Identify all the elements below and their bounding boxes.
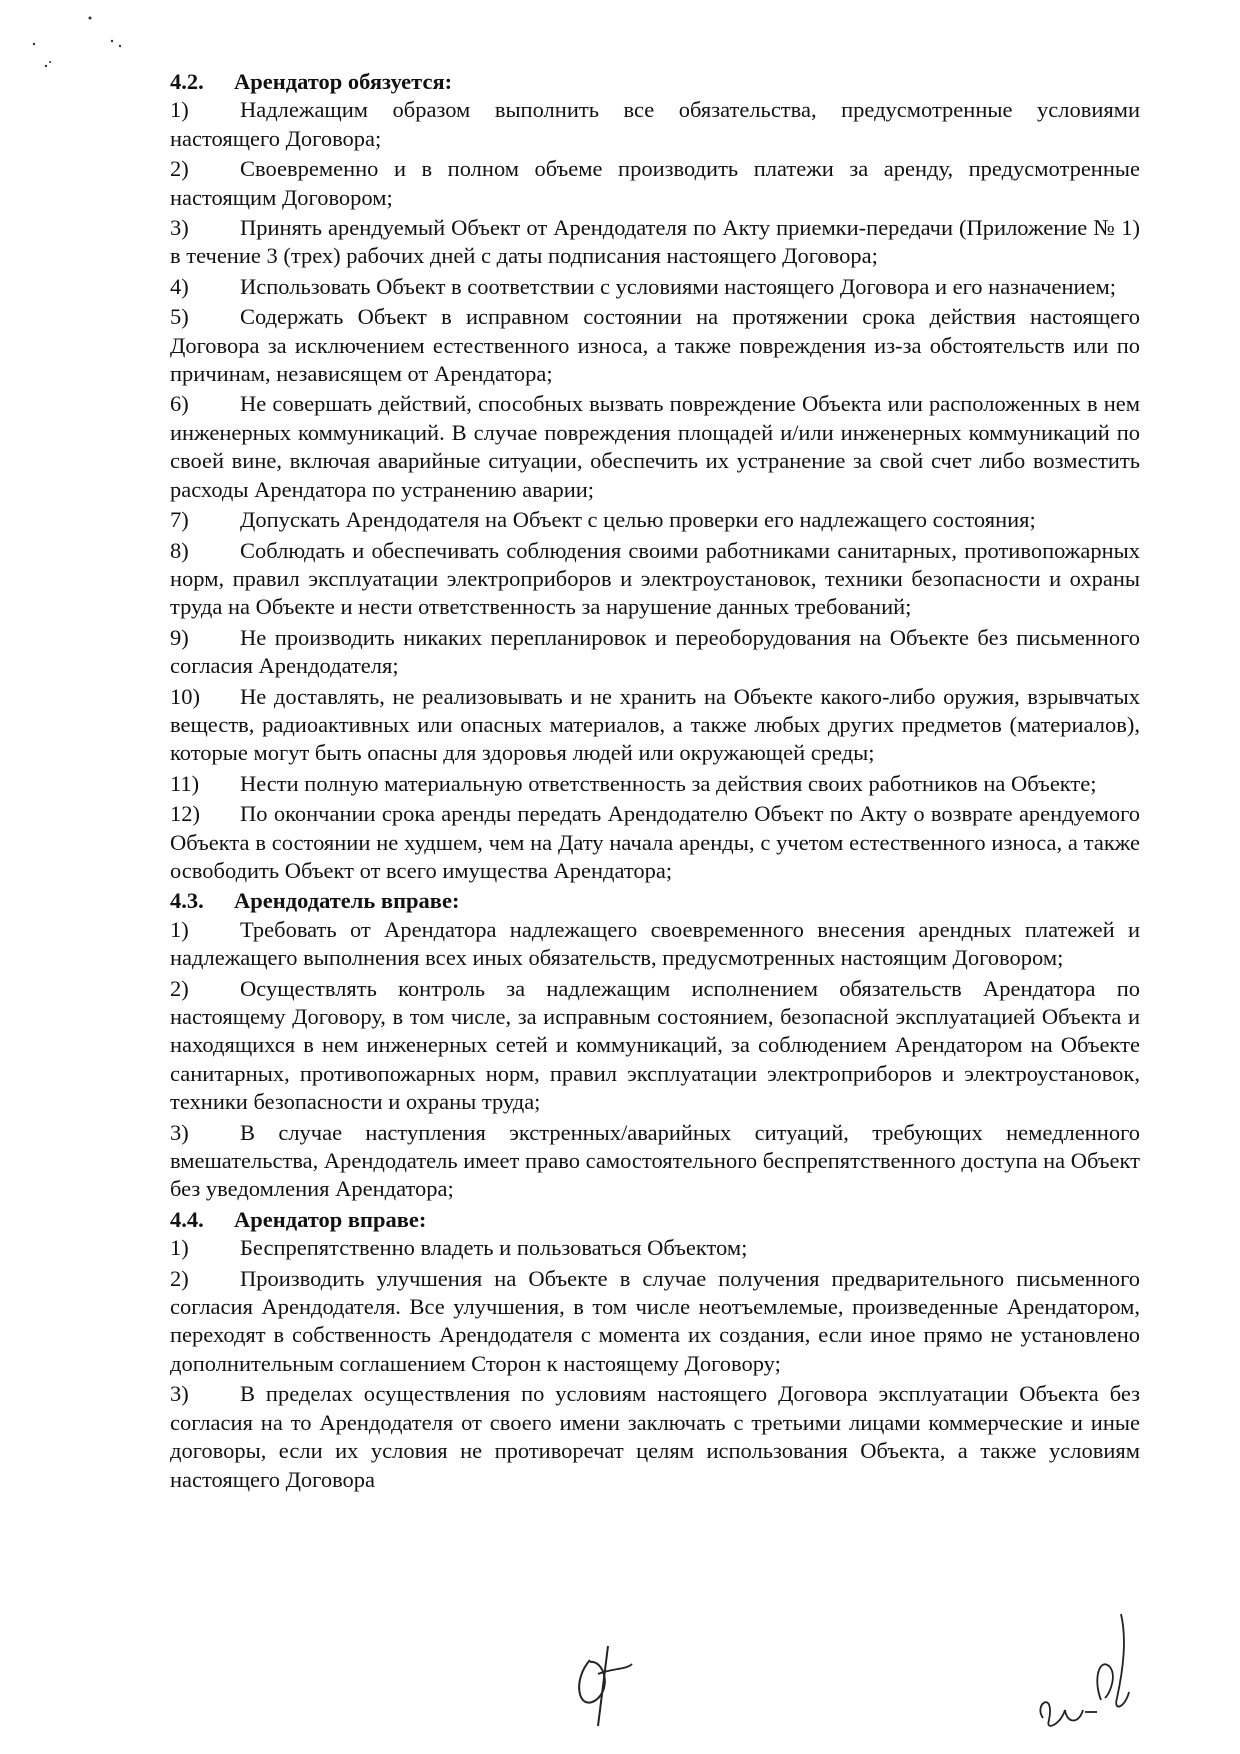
clause-text: Своевременно и в полном объеме производить платежи за аренду, предусмотренные настоящим Договором;: [170, 156, 1140, 210]
clause-item: [170, 1119, 1140, 1204]
document-body: [170, 68, 1140, 1496]
clause-item: [170, 537, 1140, 622]
section-heading: [170, 1206, 1140, 1234]
clause-number: 7): [170, 507, 189, 533]
section-4-4: [170, 1206, 1140, 1494]
clause-number: 1): [170, 1235, 189, 1261]
clause-item: [170, 1380, 1140, 1494]
clause-item: [170, 155, 1140, 212]
clause-number: 12): [170, 801, 200, 827]
clause-number: 1): [170, 97, 189, 123]
clause-number: 3): [170, 1119, 189, 1145]
clause-number: 2): [170, 1265, 189, 1291]
clause-item: [170, 96, 1140, 153]
clause-item: [170, 273, 1140, 301]
clause-item: [170, 214, 1140, 271]
clause-text: Требовать от Арендатора надлежащего своевременного внесения арендных платежей и надлежащего выполнения всех иных обязательств, предусмотренных настоящим Договором;: [170, 916, 1140, 971]
clause-number: 5): [170, 304, 189, 330]
clause-number: 2): [170, 156, 189, 182]
clause-item: [170, 1234, 1140, 1262]
clause-text: Нести полную материальную ответственность за действия своих работников на Объекте;: [240, 770, 1097, 796]
clause-number: 11): [170, 770, 200, 796]
section-number: 4.3.: [170, 888, 204, 914]
clause-number: 3): [170, 215, 189, 241]
clause-text: Не совершать действий, способных вызвать повреждение Объекта или расположенных в нем инженерных коммуникаций. В случае повреждения площадей и/или инженерных коммуникаций по своей вине, включая аварийные ситуации, обеспечить их устранение за свой счет либо возместить расходы Арендатора по устранению аварии;: [170, 391, 1140, 502]
section-heading: [170, 68, 1140, 96]
clause-number: 10): [170, 683, 200, 709]
clause-number: 3): [170, 1381, 189, 1407]
clause-item: [170, 916, 1140, 973]
section-heading: [170, 887, 1140, 915]
clause-text: В случае наступления экстренных/аварийных ситуаций, требующих немедленного вмешательства, Арендодатель имеет право самостоятельного беспрепятственного доступа на Объект без уведомления Арендатора;: [170, 1119, 1140, 1202]
clause-item: [170, 800, 1140, 885]
clause-item: [170, 506, 1140, 534]
clause-number: 2): [170, 975, 189, 1001]
clause-text: Не доставлять, не реализовывать и не хранить на Объекте какого-либо оружия, взрывчатых веществ, радиоактивных или опасных материалов, а также любых других предметов (материалов), которые могут быть опасны для здоровья людей или окружающей среды;: [170, 683, 1140, 766]
clause-item: [170, 624, 1140, 681]
clause-number: 4): [170, 273, 189, 299]
section-4-2: [170, 68, 1140, 885]
scan-specks: [0, 0, 160, 80]
clause-item: [170, 1265, 1140, 1379]
section-title: Арендодатель вправе:: [234, 888, 460, 914]
clause-text: Производить улучшения на Объекте в случае получения предварительного письменного согласия Арендодателя. Все улучшения, в том числе неотъемлемые, произведенные Арендатором, переходят в собственность Арендодателя с момента их создания, если иное прямо не установлено дополнительным соглашением Сторон к настоящему Договору;: [170, 1265, 1140, 1376]
clause-text: Принять арендуемый Объект от Арендодателя по Акту приемки-передачи (Приложение № 1) в течение 3 (трех) рабочих дней с даты подписания настоящего Договора;: [170, 215, 1140, 269]
clause-item: [170, 683, 1140, 768]
clause-item: [170, 770, 1140, 798]
clause-item: [170, 975, 1140, 1117]
clause-text: Допускать Арендодателя на Объект с целью проверки его надлежащего состояния;: [240, 507, 1036, 533]
section-4-3: [170, 887, 1140, 1203]
clause-item: [170, 390, 1140, 504]
section-title: Арендатор обязуется:: [234, 69, 453, 94]
clause-text: В пределах осуществления по условиям настоящего Договора эксплуатации Объекта без согласия на то Арендодателя от своего имени заключать с третьими лицами коммерческие и иные договоры, если их условия не противоречат целям использования Объекта, а также условиям настоящего Договора: [170, 1381, 1140, 1492]
clause-text: По окончании срока аренды передать Арендодателю Объект по Акту о возврате арендуемого Объекта в состоянии не худшем, чем на Дату начала аренды, с учетом естественного износа, а также освободить Объект от всего имущества Арендатора;: [170, 801, 1140, 883]
clause-text: Надлежащим образом выполнить все обязательства, предусмотренные условиями настоящего Договора;: [170, 97, 1140, 151]
clause-text: Не производить никаких перепланировок и переоборудования на Объекте без письменного согласия Арендодателя;: [170, 624, 1140, 679]
clause-item: [170, 303, 1140, 388]
signature-right: [1025, 1600, 1145, 1740]
clause-number: 9): [170, 624, 189, 650]
clause-text: Беспрепятственно владеть и пользоваться Объектом;: [240, 1235, 748, 1261]
section-number: 4.4.: [170, 1206, 204, 1232]
clause-number: 6): [170, 391, 189, 417]
section-number: 4.2.: [170, 69, 204, 94]
clause-number: 8): [170, 537, 189, 563]
clause-text: Использовать Объект в соответствии с условиями настоящего Договора и его назначением;: [240, 273, 1117, 299]
clause-text: Соблюдать и обеспечивать соблюдения своими работниками санитарных, противопожарных норм, правил эксплуатации электроприборов и электроустановок, техники безопасности и охраны труда на Объекте и нести ответственность за нарушение данных требований;: [170, 537, 1140, 620]
section-title: Арендатор вправе:: [234, 1206, 427, 1232]
clause-text: Содержать Объект в исправном состоянии на протяжении срока действия настоящего Договора за исключением естественного износа, а также повреждения из-за обстоятельств или по причинам, независящем от Арендатора;: [170, 304, 1140, 387]
clause-number: 1): [170, 916, 189, 942]
clause-text: Осуществлять контроль за надлежащим исполнением обязательств Арендатора по настоящему Договору, в том числе, за исправным состоянием, безопасной эксплуатацией Объекта и находящихся в нем инженерных сетей и коммуникаций, за соблюдением Арендатором на Объекте санитарных, противопожарных норм, правил эксплуатации электроприборов и электроустановок, техники безопасности и охраны труда;: [170, 975, 1140, 1115]
signature-left: [560, 1640, 660, 1730]
